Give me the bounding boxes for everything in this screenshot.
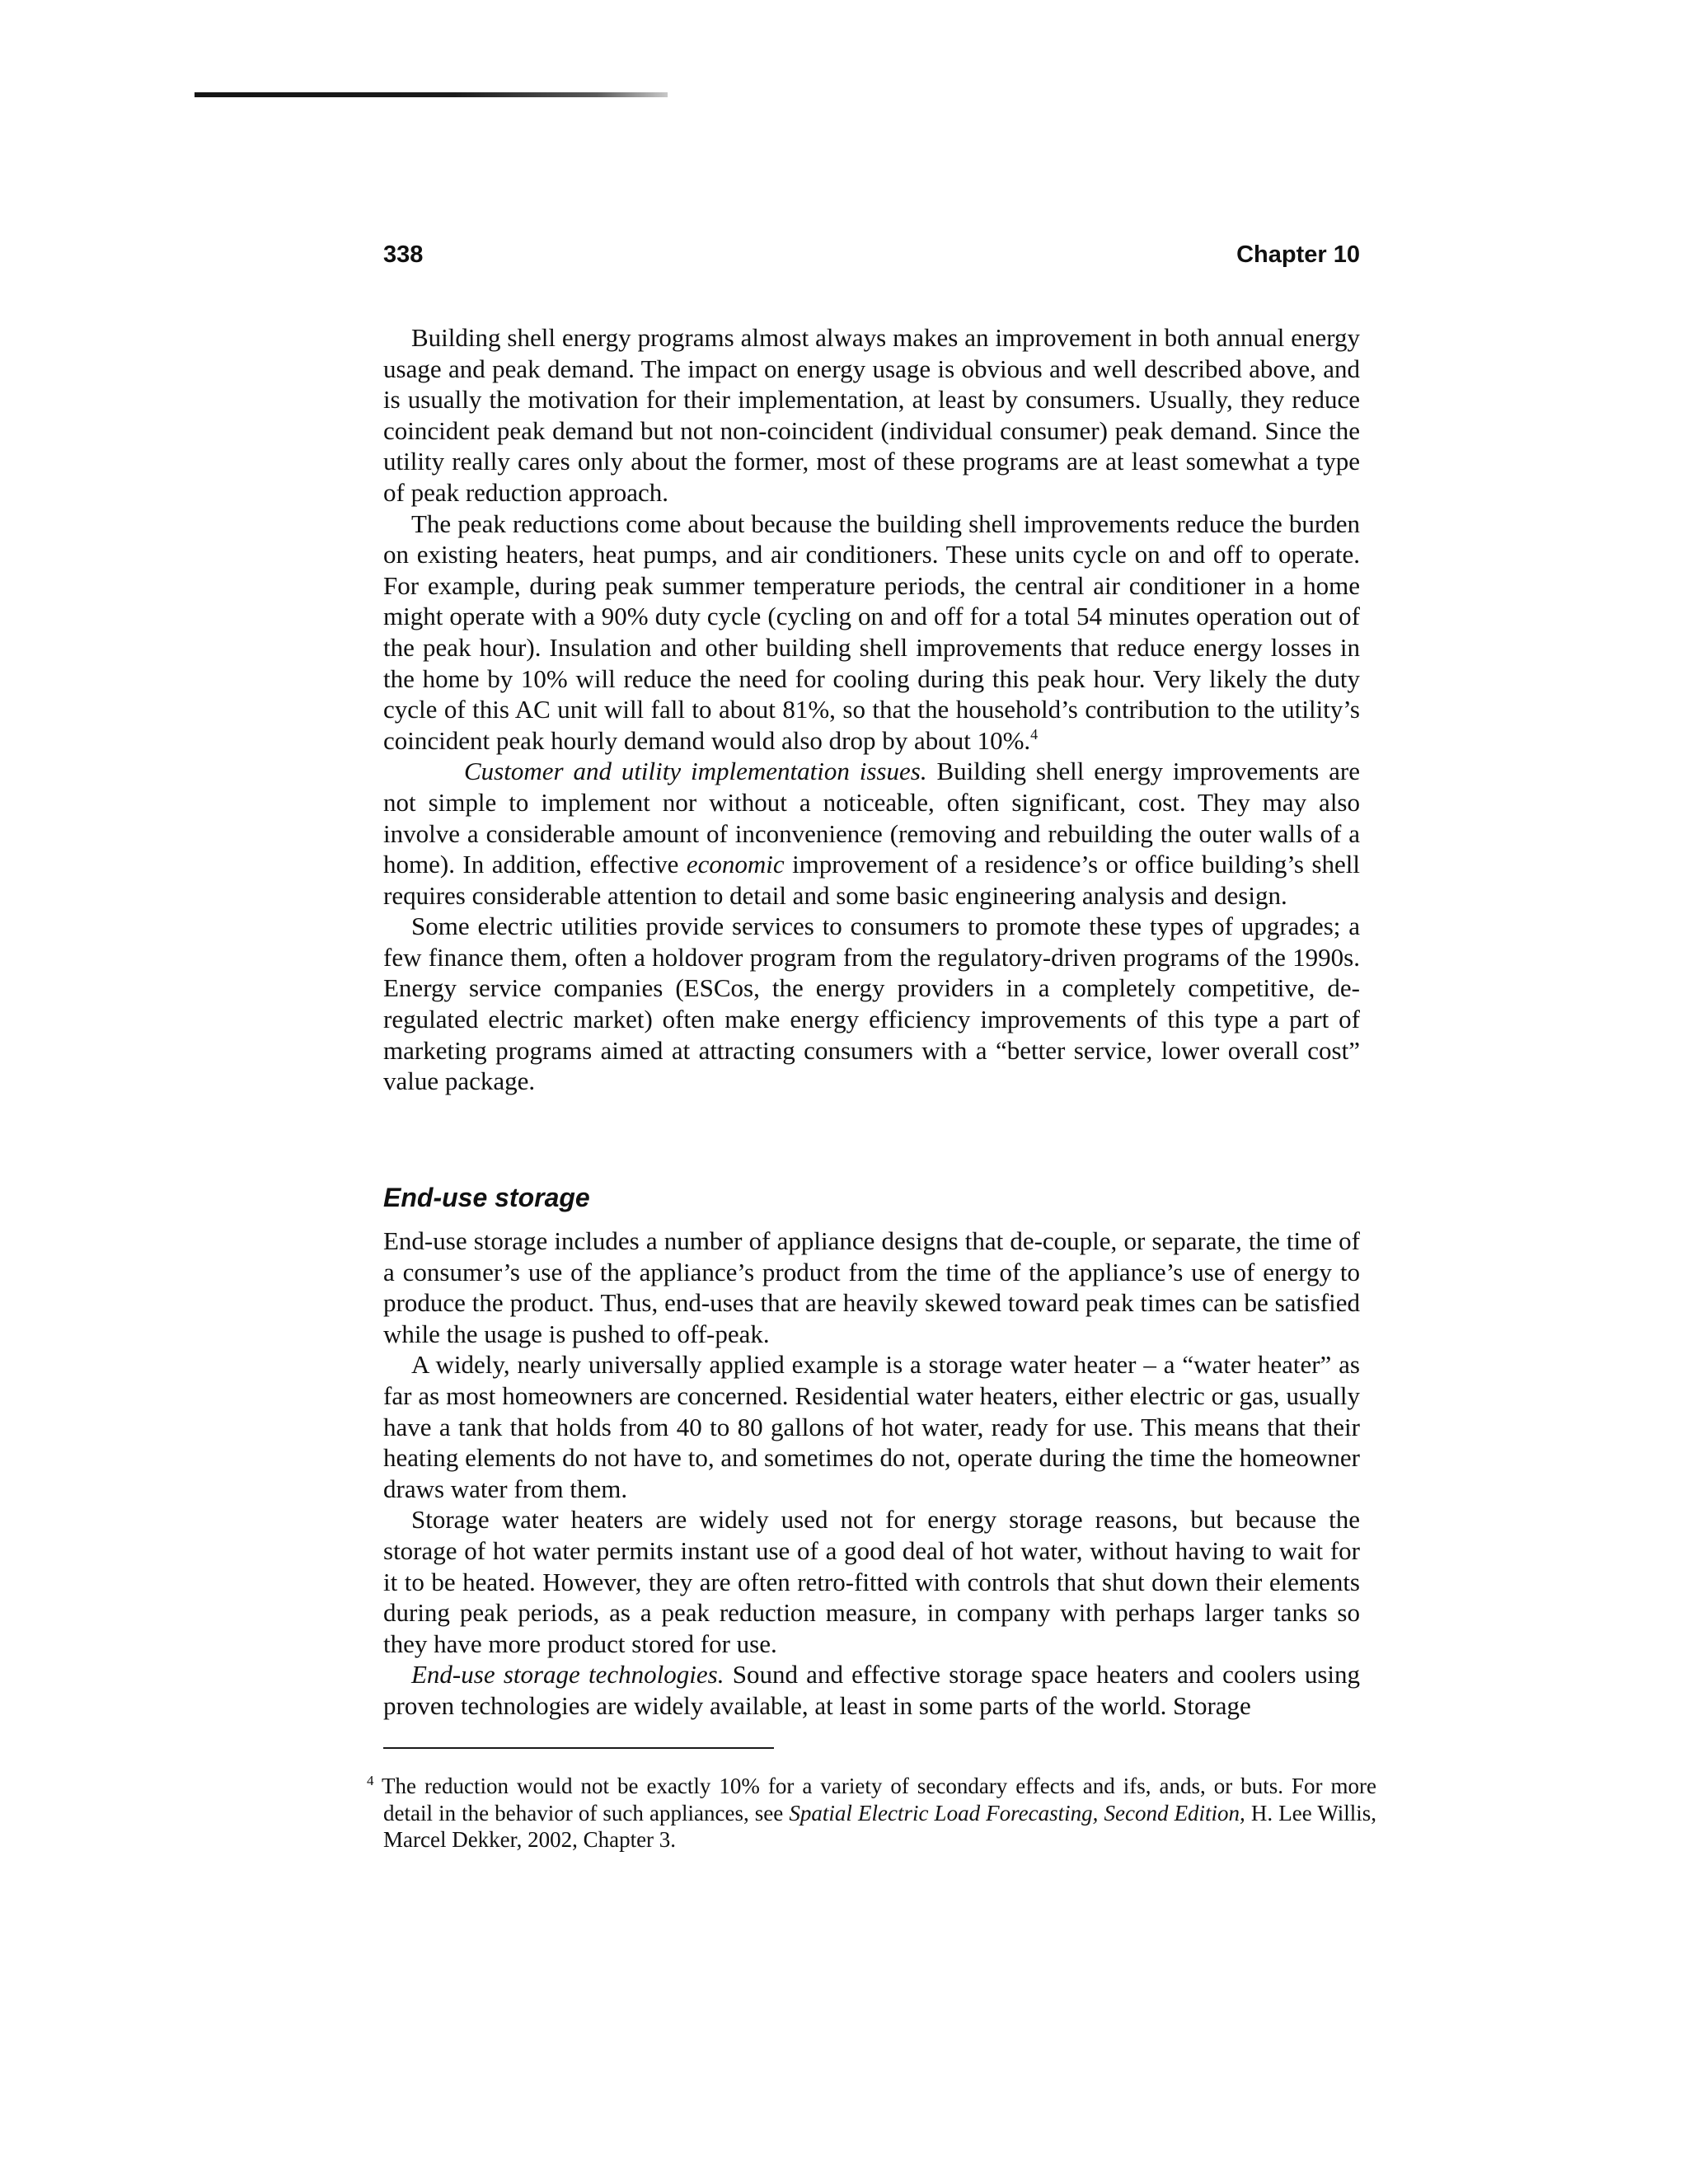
footnote-text: H. Lee Willis, Marcel Dekker, 2002, Chapter 3. — [383, 1800, 1377, 1852]
paragraph: Building shell energy programs almost always makes an improvement in both annual energy usage and peak demand. The impact on energy usage is obvious and well described above, and is usually the motivation for their implementation, at least by consumers. Usually, they reduce coincident peak demand but not non-coincident (individual consumer) peak demand. Since the utility really cares only about the former, most of these programs are at least somewhat a type of peak reduction approach. — [383, 323, 1360, 507]
paragraph: Some electric utilities provide services to consumers to promote these types of upgrades; a few finance them, often a holdover program from the regulatory-driven programs of the 1990s. Energy service companies (ESCos, the energy providers in a completely competitive, de-regulated electric market) often make energy efficiency improvements of this type a part of marketing programs aimed at attracting consumers with a “better service, lower overall cost” value package. — [383, 912, 1360, 1096]
footnote — [367, 1773, 1376, 1854]
running-head — [383, 241, 1360, 274]
paragraph-text: improvement of a residence’s or office building’s shell requires considerable attention to detail and some basic engineering analysis and design. — [383, 850, 1361, 910]
building-shell-section — [383, 322, 1360, 1097]
section-heading: End-use storage — [383, 1183, 590, 1212]
top-rule — [195, 92, 668, 97]
chapter-title: Chapter 10 — [1236, 241, 1360, 268]
footnote-reference: 4 — [1030, 725, 1039, 743]
run-in-heading: Customer and utility implementation issues. — [464, 757, 927, 786]
footnote-rule — [383, 1747, 774, 1749]
page-number: 338 — [383, 241, 424, 268]
run-in-heading: End-use storage technologies. — [411, 1660, 724, 1690]
footnote-number: 4 — [367, 1773, 374, 1788]
paragraph: A widely, nearly universally applied example is a storage water heater – a “water heater” as far as most homeowners are concerned. Residential water heaters, either electric or gas, usually have a tank that holds from 40 to 80 gallons of hot water, ready for use. This means that their heating elements do not have to, and sometimes do not, operate during the time the homeowner draws water from them. — [383, 1350, 1360, 1503]
paragraph — [383, 756, 1360, 911]
paragraph: Storage water heaters are widely used not for energy storage reasons, but because the storage of hot water permits instant use of a good deal of hot water, without having to wait for it to be heated. However, they are often retro-fitted with controls that shut down their elements during peak periods, as a peak reduction measure, in company with perhaps larger tanks so they have more product stored for use. — [383, 1505, 1360, 1658]
footnote-text: The reduction would not be exactly 10% for a variety of secondary effects and ifs, ands, or buts. For more detail in the behavior of such appliances, see — [373, 1774, 1376, 1825]
paragraph — [383, 509, 1360, 757]
end-use-storage-section — [383, 1226, 1360, 1722]
paragraph-text: Building shell energy improvements are not simple to implement nor without a noticeable, often significant, cost. They may also involve a considerable amount of inconvenience (removing and rebuilding the outer walls of a home). In addition, effective — [383, 757, 1361, 879]
emphasis: economic — [686, 850, 785, 879]
paragraph-text: Sound and effective storage space heaters and coolers using proven technologies are widely available, at least in some parts of the world. Storage — [383, 1660, 1360, 1720]
paragraph — [383, 1659, 1360, 1721]
paragraph-text: The peak reductions come about because the building shell improvements reduce the burden on existing heaters, heat pumps, and air conditioners. These units cycle on and off to operate. For example, during peak summer temperature periods, the central air conditioner in a home might operate with a 90% duty cycle (cycling on and off for a total 54 minutes operation out of the peak hour). Insulation and other building shell improvements that reduce energy losses in the home by 10% will reduce the need for cooling during this peak hour. Very likely the duty cycle of this AC unit will fall to about 81%, so that the household’s contribution to the utility’s coincident peak hourly demand would also drop by about 10%. — [383, 509, 1360, 755]
paragraph: End-use storage includes a number of appliance designs that de-couple, or separate, the time of a consumer’s use of the appliance’s product from the time of the appliance’s use of energy to produce the product. Thus, end-uses that are heavily skewed toward peak times can be satisfied while the usage is pushed to off-peak. — [383, 1226, 1360, 1348]
cited-title: Spatial Electric Load Forecasting, Second Edition, — [789, 1800, 1245, 1825]
